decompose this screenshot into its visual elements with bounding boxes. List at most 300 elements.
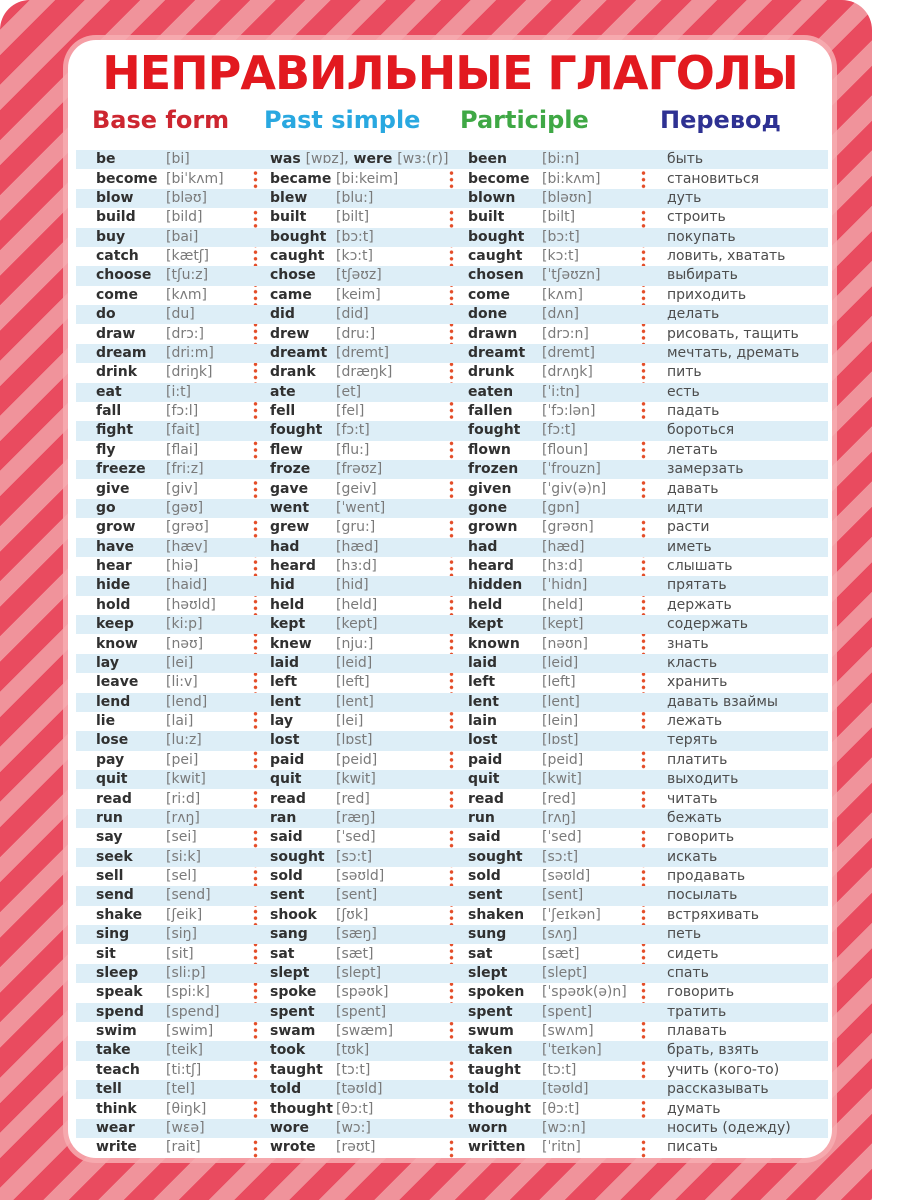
transcription: [nəʊn] [542,635,588,652]
transcription: [siŋ] [166,926,197,943]
past-simple-cell [256,693,452,712]
participle-cell [452,325,640,344]
participle-cell [452,867,640,886]
participle-cell [452,344,640,363]
transcription: [bi:kʌm] [542,170,601,187]
table-row [76,441,828,460]
verb-word: grown [468,519,518,536]
translation-cell: хранить [667,674,728,691]
past-simple-cell [256,325,452,344]
transcription: [keim] [336,286,381,303]
transcription: [rait] [166,1139,201,1156]
transcription: [spent] [542,1003,593,1020]
translation-cell: читать [667,790,718,807]
verb-word: chosen [468,267,524,284]
translation-cell: расти [667,519,710,536]
past-simple-cell [256,964,452,983]
participle-cell [452,1080,640,1099]
verb-word: sing [96,926,130,943]
base-form-cell [76,1080,256,1099]
verb-word: thought [270,1100,333,1117]
transcription: [ˈhidn] [542,577,588,594]
translation-cell: прятать [667,577,727,594]
transcription: [fait] [166,422,200,439]
verb-word: eat [96,383,122,400]
transcription: [flai] [166,441,199,458]
base-form-cell [76,189,256,208]
column-header-past-simple: Past simple [264,106,421,134]
verb-word: thought [468,1100,531,1117]
table-row [76,305,828,324]
past-simple-cell [256,828,452,847]
past-simple-cell [256,925,452,944]
table-row [76,363,828,382]
translation-cell: строить [667,209,726,226]
verb-word: quit [96,771,128,788]
verb-word: say [96,829,123,846]
transcription: [rʌŋ] [166,809,200,826]
verb-word: lay [270,713,293,730]
translation-cell: есть [667,383,700,400]
verb-word: lose [96,732,129,749]
table-row [76,1041,828,1060]
translation-cell: приходить [667,286,747,303]
verb-word: built [468,209,505,226]
verb-word: tell [96,1081,122,1098]
transcription: [gəʊ] [166,499,204,516]
translation-cell: выходить [667,771,739,788]
verb-word: lay [96,654,119,671]
verb-word: drink [96,364,138,381]
transcription: [ki:p] [166,616,203,633]
verb-word: quit [468,771,500,788]
participle-cell [452,460,640,479]
verb-word: flown [468,441,511,458]
verb-word: froze [270,461,311,478]
transcription: [tʃu:z] [166,267,209,284]
transcription: [tʃəʊz] [336,267,382,284]
transcription: [grəʊ] [166,519,209,536]
translation-cell: рассказывать [667,1081,769,1098]
transcription: [kɔ:t] [542,248,579,265]
transcription: [did] [336,306,369,323]
verb-word: shook [270,906,317,923]
transcription: [ˈtʃəʊzn] [542,267,601,284]
transcription: [sæt] [336,945,374,962]
translation-cell: падать [667,403,720,420]
table-row [76,712,828,731]
table-row [76,383,828,402]
translation-cell: выбирать [667,267,738,284]
base-form-cell [76,809,256,828]
translation-cell: посылать [667,887,738,904]
transcription: [bilt] [542,209,576,226]
base-form-cell [76,790,256,809]
transcription: [floun] [542,441,589,458]
transcription: [gɒn] [542,499,580,516]
verb-word: frozen [468,461,519,478]
transcription: [lend] [166,693,208,710]
translation-cell: бороться [667,422,735,439]
translation-cell: встряхивать [667,906,760,923]
transcription: [swim] [166,1023,214,1040]
verb-word: left [270,674,298,691]
transcription: [hiə] [166,558,199,575]
verb-word: knew [270,635,312,652]
table-row [76,906,828,925]
participle-cell [452,906,640,925]
table-row [76,460,828,479]
base-form-cell [76,170,256,189]
verb-word: choose [96,267,152,284]
transcription: [si:k] [166,848,201,865]
translation-cell: дуть [667,189,702,206]
base-form-cell [76,557,256,576]
transcription: [hɜ:d] [542,558,583,575]
past-simple-cell [256,344,452,363]
table-row [76,1119,828,1138]
verb-word: ran [270,809,297,826]
transcription: [hid] [336,577,369,594]
transcription: [fɔ:l] [166,403,199,420]
transcription: [red] [336,790,370,807]
transcription: [rəʊt] [336,1139,376,1156]
transcription: [kʌm] [166,286,207,303]
verb-word: caught [468,248,523,265]
translation-cell: спать [667,964,709,981]
participle-cell [452,208,640,227]
verb-word: given [468,480,512,497]
verb-word: run [468,809,495,826]
table-row [76,634,828,653]
translation-cell: говорить [667,829,735,846]
verb-word: sat [468,945,493,962]
transcription: [held] [336,596,378,613]
verb-word: taken [468,1042,513,1059]
verb-word: lost [270,732,300,749]
past-simple-cell [256,770,452,789]
verb-word: sought [270,848,325,865]
verb-word: become [468,170,530,187]
transcription: [teik] [166,1042,204,1059]
table-row [76,1061,828,1080]
table-row [76,867,828,886]
verb-word: dream [96,344,147,361]
table-row [76,228,828,247]
transcription: [dri:m] [166,344,214,361]
participle-cell [452,964,640,983]
table-row [76,983,828,1002]
table-row [76,247,828,266]
past-simple-cell [256,208,452,227]
verb-word: sleep [96,964,139,981]
base-form-cell [76,150,256,169]
transcription: [ˈspəʊk(ə)n] [542,984,627,1001]
verb-word: fly [96,441,116,458]
verb-word: grew [270,519,310,536]
transcription: [send] [166,887,211,904]
verb-word: speak [96,984,143,1001]
verb-word: went [270,499,310,516]
transcription: [bilt] [336,209,370,226]
past-simple-cell [256,402,452,421]
transcription: [wɔ:] [336,1119,371,1136]
transcription: [bi:n] [542,151,580,168]
transcription: [bai] [166,228,199,245]
past-simple-cell [256,848,452,867]
transcription: [bləʊ] [166,189,207,206]
verb-word: lain [468,713,498,730]
translation-cell: держать [667,596,732,613]
participle-cell [452,770,640,789]
base-form-cell [76,945,256,964]
past-simple-cell [256,421,452,440]
participle-cell [452,983,640,1002]
transcription: [tel] [166,1081,195,1098]
table-row [76,789,828,808]
verb-word: fallen [468,403,513,420]
verb-word: slept [270,964,310,981]
past-simple-cell [256,499,452,518]
transcription: [θɔ:t] [336,1100,374,1117]
base-form-cell [76,770,256,789]
verb-word: be [96,151,116,168]
transcription: [dru:] [336,325,376,342]
verb-word: fight [96,422,134,439]
transcription: [lent] [336,693,374,710]
translation-cell: учить (кого-то) [667,1061,780,1078]
transcription: [frəʊz] [336,461,383,478]
participle-cell [452,1100,640,1119]
participle-cell [452,1119,640,1138]
verb-word: catch [96,248,139,265]
transcription: [flu:] [336,441,370,458]
transcription: [ˈritn] [542,1139,581,1156]
verb-word: shaken [468,906,525,923]
participle-cell [452,615,640,634]
verb-word: pay [96,751,125,768]
verb-word: sang [270,926,308,943]
verb-word: bought [270,228,327,245]
transcription: [slept] [542,964,588,981]
verb-word: take [96,1042,131,1059]
transcription: [ˈfɔ:lən] [542,403,596,420]
transcription: [i:t] [166,383,192,400]
verb-word: lend [96,693,131,710]
table-row [76,944,828,963]
past-simple-cell [256,809,452,828]
verb-word: drank [270,364,316,381]
verb-word: sat [270,945,295,962]
participle-cell [452,363,640,382]
table-row [76,654,828,673]
transcription: [lɒst] [542,732,579,749]
transcription: [blu:] [336,189,374,206]
verb-word: hold [96,596,131,613]
verb-word: draw [96,325,136,342]
transcription: [bild] [166,209,203,226]
transcription: [rʌŋ] [542,809,576,826]
base-form-cell [76,383,256,402]
verb-word: held [270,596,305,613]
translation-cell: замерзать [667,461,744,478]
table-row [76,324,828,343]
transcription: [θiŋk] [166,1100,207,1117]
verb-word: leave [96,674,139,691]
verb-word: lent [468,693,499,710]
transcription: [geiv] [336,480,377,497]
transcription: [kɔ:t] [336,248,373,265]
verb-word: bought [468,228,525,245]
transcription: [peid] [336,751,378,768]
transcription: [spend] [166,1003,220,1020]
past-simple-cell [256,1061,452,1080]
transcription: [bɔ:t] [542,228,580,245]
participle-cell [452,1022,640,1041]
verbs-card [68,40,832,1158]
verb-word: laid [468,654,498,671]
transcription: [fɔ:t] [542,422,576,439]
base-form-cell [76,693,256,712]
verb-word: known [468,635,520,652]
verb-word: drunk [468,364,515,381]
transcription: [dremt] [336,344,389,361]
verb-word: told [270,1081,302,1098]
verb-word: give [96,480,130,497]
transcription: [bɔ:t] [336,228,374,245]
table-row [76,479,828,498]
verb-word: left [468,674,496,691]
transcription: [ˈsed] [542,829,582,846]
translation-cell: летать [667,441,718,458]
translation-cell: петь [667,926,702,943]
transcription: [sent] [336,887,378,904]
verb-word: written [468,1139,526,1156]
verb-word: laid [270,654,300,671]
verb-word: wore [270,1119,309,1136]
base-form-cell [76,460,256,479]
participle-cell [452,499,640,518]
table-row [76,1080,828,1099]
table-row [76,1003,828,1022]
transcription: [left] [542,674,576,691]
transcription: [nju:] [336,635,374,652]
translation-cell: бежать [667,809,722,826]
past-simple-cell [256,383,452,402]
participle-cell [452,480,640,499]
verb-word: drew [270,325,310,342]
transcription: [sli:p] [166,964,206,981]
past-simple-cell [256,286,452,305]
participle-cell [452,538,640,557]
base-form-cell [76,615,256,634]
base-form-cell [76,1022,256,1041]
table-row [76,1099,828,1118]
verb-word: fell [270,403,296,420]
transcription: [dræŋk] [336,364,393,381]
table-row [76,673,828,692]
transcription: [spəʊk] [336,984,389,1001]
transcription: [ʃeik] [166,906,203,923]
transcription: [lent] [542,693,580,710]
translation-cell: лежать [667,713,723,730]
transcription: [tʊk] [336,1042,370,1059]
verb-word: had [270,538,300,555]
verb-word: chose [270,267,316,284]
translation-cell: думать [667,1100,721,1117]
participle-cell [452,712,640,731]
transcription: [peid] [542,751,584,768]
past-simple-cell [256,731,452,750]
past-simple-cell [256,751,452,770]
past-simple-cell [256,1119,452,1138]
verb-word: had [468,538,498,555]
transcription: [fɔ:t] [336,422,370,439]
transcription: [hæd] [336,538,379,555]
base-form-cell [76,441,256,460]
table-row [76,557,828,576]
transcription: [lu:z] [166,732,202,749]
translation-cell: брать, взять [667,1042,759,1059]
past-simple-cell [256,635,452,654]
verb-word: blown [468,189,516,206]
participle-cell [452,635,640,654]
participle-cell [452,383,640,402]
base-form-cell [76,402,256,421]
verb-word: seek [96,848,133,865]
verb-word: gave [270,480,309,497]
verb-word: did [270,306,295,323]
transcription: [spi:k] [166,984,210,1001]
base-form-cell [76,518,256,537]
participle-cell [452,790,640,809]
base-form-cell [76,925,256,944]
transcription: [kept] [542,616,584,633]
participle-cell [452,576,640,595]
translation-cell: сидеть [667,945,719,962]
transcription: [həʊld] [166,596,216,613]
verb-word: fall [96,403,122,420]
transcription: [bi] [166,151,190,168]
transcription: [sæt] [542,945,580,962]
participle-cell [452,809,640,828]
verb-word: sought [468,848,523,865]
table-row [76,751,828,770]
verb-word: shake [96,906,143,923]
transcription: [sent] [542,887,584,904]
verb-word: go [96,499,116,516]
transcription: [nəʊ] [166,635,204,652]
past-simple-cell [256,460,452,479]
past-simple-cell [256,886,452,905]
verb-word: dreamt [270,344,328,361]
verb-word: freeze [96,461,146,478]
table-row [76,344,828,363]
verb-word: wear [96,1119,135,1136]
verb-word: said [468,829,501,846]
transcription: [fri:z] [166,461,204,478]
past-simple-cell [256,538,452,557]
translation-cell: продавать [667,868,746,885]
verb-word: blow [96,189,134,206]
verb-word: became [270,170,332,187]
table-row [76,208,828,227]
translation-cell: платить [667,751,728,768]
base-form-cell [76,286,256,305]
verb-word: write [96,1139,137,1156]
past-simple-cell [256,1041,452,1060]
translation-cell: носить (одежду) [667,1119,791,1136]
